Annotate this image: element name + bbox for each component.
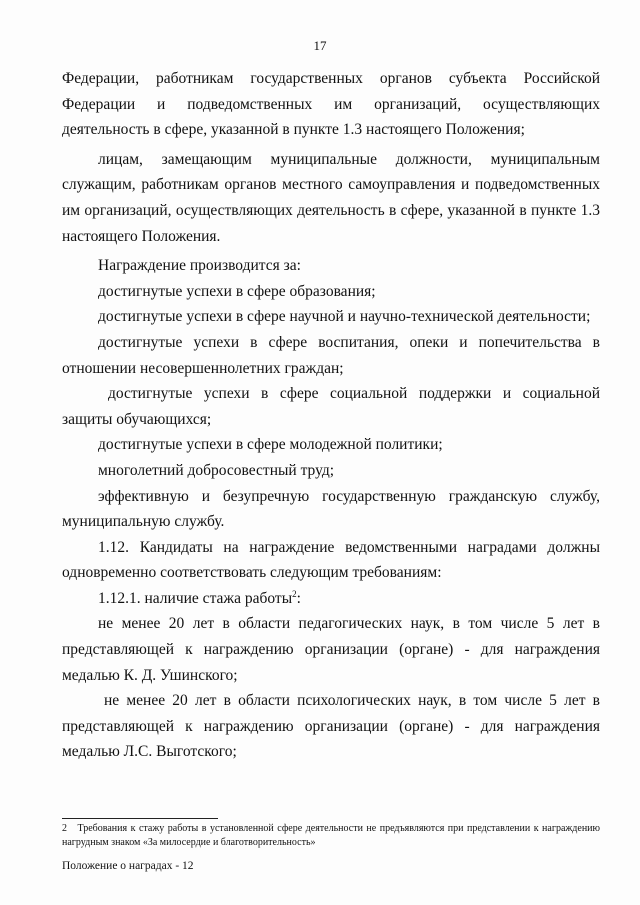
paragraph-1-12: 1.12. Кандидаты на награждение ведомственными наградами должны одновременно соответствовать следующим требованиям:	[62, 538, 600, 582]
footnote-separator	[62, 818, 218, 819]
list-item-science: достигнутые успехи в сфере научной и научно-технической деятельности;	[98, 308, 591, 326]
footnote	[62, 822, 600, 850]
list-item-civil-service: эффективную и безупречную государственную гражданскую службу, муниципальную службу.	[62, 487, 600, 531]
paragraph-1-12-1-text: 1.12.1. наличие стажа работы	[98, 589, 293, 607]
footnote-reference-colon: :	[296, 589, 301, 607]
footnote-text: Требования к стажу работы в установленной сфере деятельности не предъявляются при представлении к награждению нагрудным знаком «За милосердие и благотворительность»	[62, 823, 600, 848]
document-body	[62, 66, 600, 765]
list-item-social-support: достигнутые успехи в сфере социальной поддержки и социальной защиты обучающихся;	[62, 385, 600, 428]
paragraph-2: лицам, замещающим муниципальные должности, муниципальным служащим, работникам органов местного самоуправления и подведомственных им организаций, осуществляющих деятельность в сфере, указанной в пункте 1.3 настоящего Положения.	[62, 150, 600, 245]
list-item-upbringing: достигнутые успехи в сфере воспитания, опеки и попечительства в отношении несовершеннолетних граждан;	[62, 333, 600, 377]
list-item-education: достигнутые успехи в сфере образования;	[98, 282, 376, 300]
paragraph-1: Федерации, работникам государственных органов субъекта Российской Федерации и подведомственных им организаций, осуществляющих деятельность в сфере, указанной в пункте 1.3 настоящего Положения;	[62, 70, 600, 139]
list-item-long-service: многолетний добросовестный труд;	[98, 461, 335, 479]
footnote-number: 2	[62, 823, 67, 834]
requirement-ushinsky: не менее 20 лет в области педагогических наук, в том числе 5 лет в представляющей к награждению организации (органе) - для награждения медалью К. Д. Ушинского;	[62, 615, 600, 684]
list-item-youth-policy: достигнутые успехи в сфере молодежной политики;	[98, 436, 443, 454]
page-footer: Положение о наградах - 12	[62, 860, 194, 872]
page-number: 17	[313, 38, 327, 53]
footnote-reference: 2	[292, 588, 297, 599]
paragraph-1-12-1	[62, 586, 600, 612]
requirement-vygotsky: не менее 20 лет в области психологических наук, в том числе 5 лет в представляющей к награждению организации (органе) - для награждения медалью Л.С. Выготского;	[62, 692, 600, 761]
paragraph-3: Награждение производится за:	[98, 257, 301, 275]
